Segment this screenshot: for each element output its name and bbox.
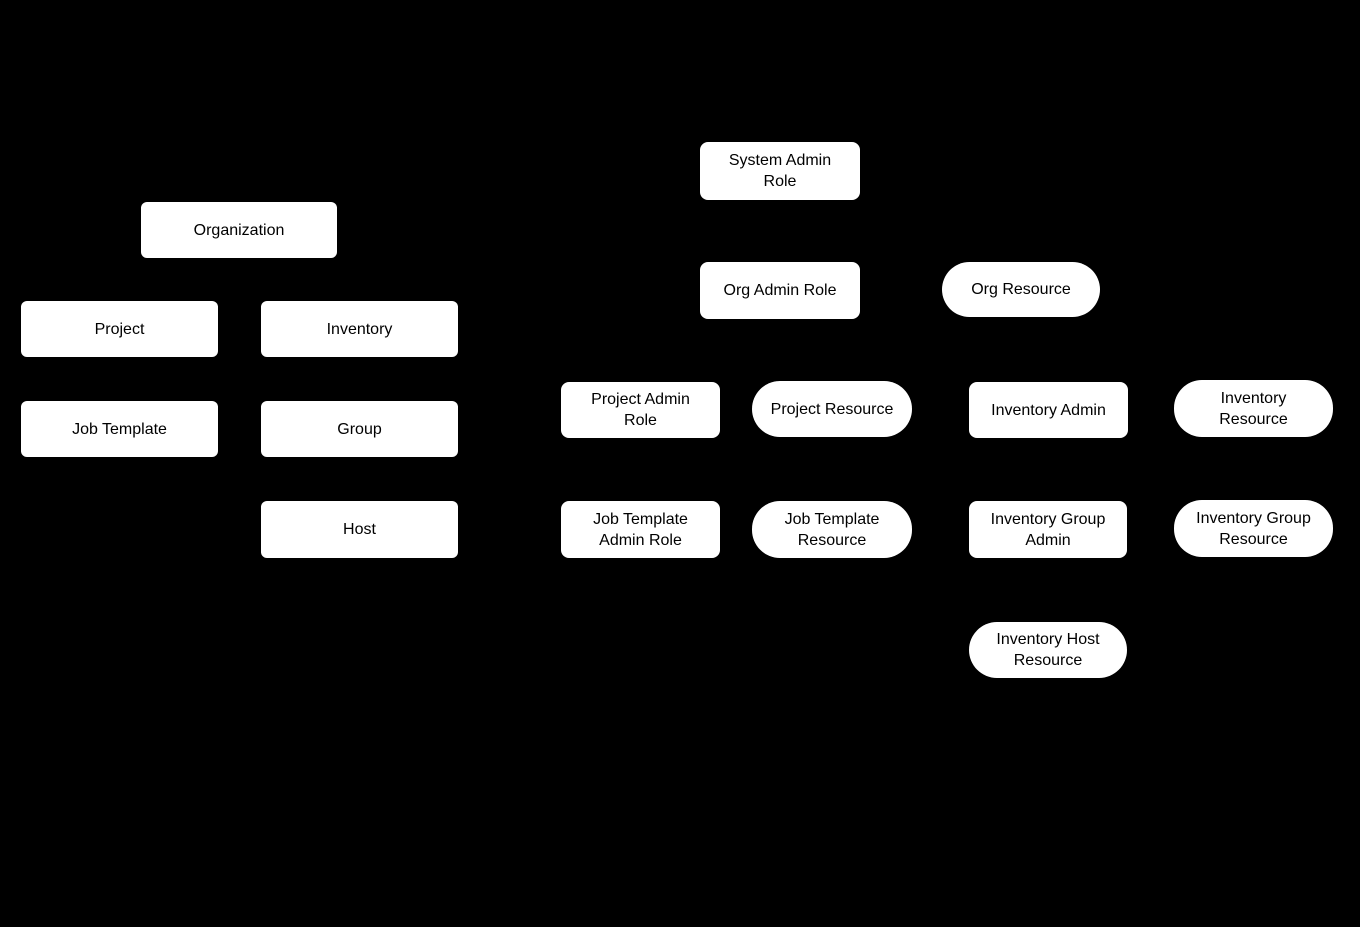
node-job-template-resource-label-line: Resource xyxy=(797,531,867,549)
node-org-resource xyxy=(942,262,1100,317)
node-group xyxy=(261,401,458,457)
node-project-label-line: Project xyxy=(94,320,145,338)
node-inventory-host-resource-label-line: Resource xyxy=(1013,652,1083,669)
node-inventory-group-resource xyxy=(1174,500,1333,557)
node-job-template-label-line: Job Template xyxy=(72,420,167,438)
node-system-admin-role-label-line: System Admin xyxy=(728,152,832,169)
node-host xyxy=(261,501,458,558)
node-inventory-label-line: Inventory xyxy=(326,320,393,338)
node-inventory xyxy=(261,301,458,357)
node-organization-label-line: Organization xyxy=(193,221,285,239)
node-inventory-host-resource-label-line: Inventory Host xyxy=(996,631,1100,648)
node-inventory-admin xyxy=(969,382,1128,438)
node-project xyxy=(21,301,218,357)
node-job-template-admin-role xyxy=(561,501,720,558)
node-org-admin-role-label-line: Org Admin Role xyxy=(723,282,837,299)
node-project-resource-label-line: Project Resource xyxy=(770,400,894,418)
node-system-admin-role-label-line: Role xyxy=(763,173,797,190)
node-inventory-host-resource xyxy=(969,622,1127,678)
node-inventory-resource-label-line: Resource xyxy=(1219,410,1288,428)
node-inventory-group-admin-label-line: Inventory Group xyxy=(990,510,1106,528)
node-inventory-group-admin xyxy=(969,501,1127,558)
node-inventory-group-admin-label-line: Admin xyxy=(1025,531,1071,549)
node-host-label-line: Host xyxy=(343,521,376,538)
node-job-template-admin-role-label-line: Job Template xyxy=(593,510,688,528)
node-job-template xyxy=(21,401,218,457)
node-project-resource xyxy=(752,381,912,437)
node-system-admin-role xyxy=(700,142,860,200)
node-org-resource-label-line: Org Resource xyxy=(971,281,1071,298)
node-job-template-resource-label-line: Job Template xyxy=(784,510,880,528)
node-job-template-admin-role-label-line: Admin Role xyxy=(599,531,682,549)
node-inventory-group-resource-label-line: Resource xyxy=(1219,530,1288,548)
node-project-admin-role-label-line: Role xyxy=(624,412,657,429)
node-project-admin-role xyxy=(561,382,720,438)
node-group-label-line: Group xyxy=(337,420,382,438)
node-inventory-admin-label-line: Inventory Admin xyxy=(991,401,1106,419)
node-job-template-resource xyxy=(752,501,912,558)
node-org-admin-role xyxy=(700,262,860,319)
node-inventory-resource xyxy=(1174,380,1333,437)
node-inventory-group-resource-label-line: Inventory Group xyxy=(1196,509,1311,527)
node-inventory-resource-label-line: Inventory xyxy=(1220,389,1287,407)
node-project-admin-role-label-line: Project Admin xyxy=(591,391,690,408)
node-organization xyxy=(141,202,337,258)
